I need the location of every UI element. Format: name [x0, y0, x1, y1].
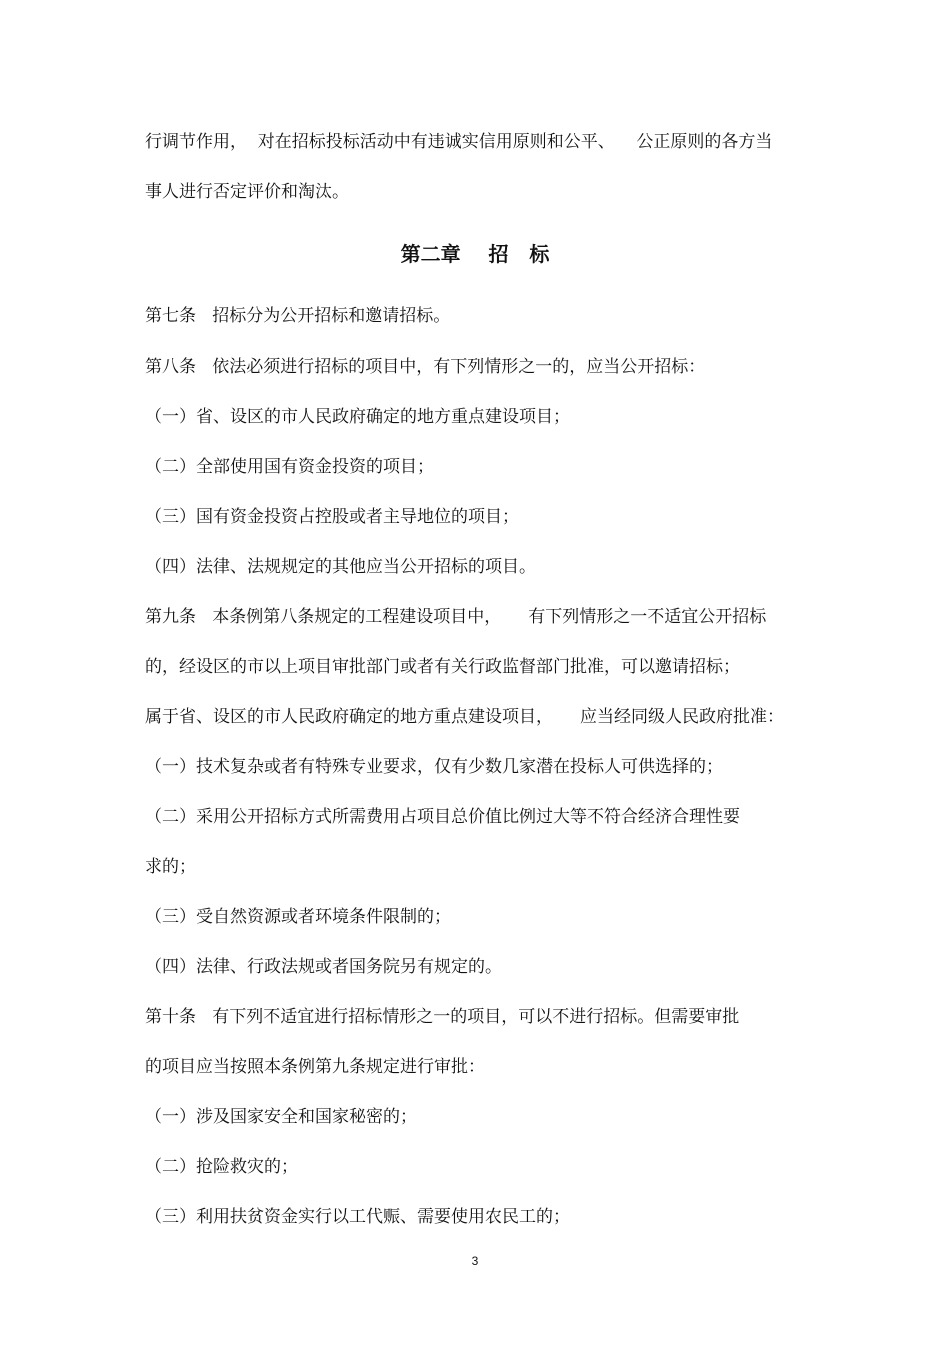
article-10: 第十条 有下列不适宜进行招标情形之一的项目，可以不进行招标。但需要审批 [145, 1007, 740, 1027]
list-item: （二）全部使用国有资金投资的项目； [145, 457, 434, 477]
text-line: 的，经设区的市以上项目审批部门或者有关行政监督部门批准，可以邀请招标； [145, 657, 740, 677]
text-line: 的项目应当按照本条例第九条规定进行审批： [145, 1057, 485, 1077]
article-7: 第七条 招标分为公开招标和邀请招标。 [145, 306, 451, 326]
list-item: （三）利用扶贫资金实行以工代赈、需要使用农民工的； [145, 1207, 570, 1227]
list-item: （一）省、设区的市人民政府确定的地方重点建设项目； [145, 407, 570, 427]
text-line: 事人进行否定评价和淘汰。 [145, 182, 349, 202]
list-item: （二）采用公开招标方式所需费用占项目总价值比例过大等不符合经济合理性要 [145, 807, 740, 827]
list-item: （四）法律、行政法规或者国务院另有规定的。 [145, 957, 502, 977]
list-item: （三）受自然资源或者环境条件限制的； [145, 907, 451, 927]
list-item: （一）技术复杂或者有特殊专业要求，仅有少数几家潜在投标人可供选择的； [145, 757, 723, 777]
list-item: （一）涉及国家安全和国家秘密的； [145, 1107, 417, 1127]
page-number: 3 [471, 1254, 479, 1268]
article-8: 第八条 依法必须进行招标的项目中，有下列情形之一的，应当公开招标： [145, 357, 706, 377]
text-line: 属于省、设区的市人民政府确定的地方重点建设项目， 应当经同级人民政府批准： [145, 707, 785, 727]
chapter-heading: 第二章 招 标 [400, 242, 550, 266]
text-line: 行调节作用， 对在招标投标活动中有违诚实信用原则和公平、 公正原则的各方当 [145, 132, 773, 152]
text-line: 求的； [145, 857, 196, 877]
list-item: （四）法律、法规规定的其他应当公开招标的项目。 [145, 557, 536, 577]
list-item: （二）抢险救灾的； [145, 1157, 298, 1177]
article-9: 第九条 本条例第八条规定的工程建设项目中， 有下列情形之一不适宜公开招标 [145, 607, 767, 627]
list-item: （三）国有资金投资占控股或者主导地位的项目； [145, 507, 519, 527]
